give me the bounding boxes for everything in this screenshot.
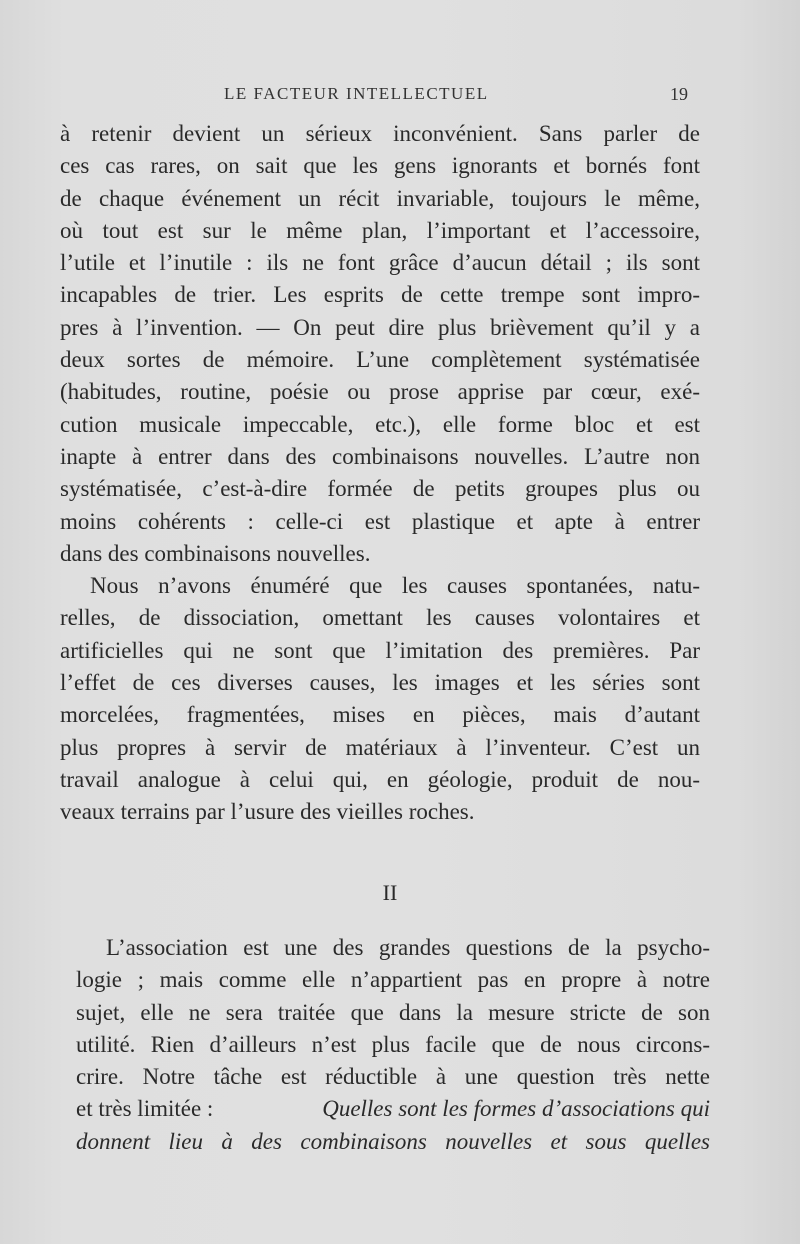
paragraph-2: [60, 570, 700, 828]
text-line: moins cohérents : celle-ci est plastique et apte à entrer: [60, 508, 700, 534]
text-line: (habitudes, routine, poésie ou prose apprise par cœur, exé-: [60, 379, 700, 405]
text-line: sujet, elle ne sera traitée que dans la mesure stricte de son: [76, 999, 710, 1025]
text-line: de chaque événement un récit invariable, toujours le même,: [60, 185, 700, 211]
text-line: où tout est sur le même plan, l’important et l’accessoire,: [60, 217, 700, 243]
text-line: cution musicale impeccable, etc.), elle forme bloc et est: [60, 411, 700, 437]
text-line: inapte à entrer dans des combinaisons nouvelles. L’autre non: [60, 443, 700, 469]
text-line: veaux terrains par l’usure des vieilles roches.: [60, 799, 475, 825]
text-line: utilité. Rien d’ailleurs n’est plus facile que de nous circons-: [76, 1031, 710, 1057]
text-line: relles, de dissociation, omettant les causes volontaires et: [60, 605, 700, 631]
text-roman: et très limitée :: [76, 1096, 214, 1122]
text-line: Nous n’avons énuméré que les causes spontanées, natu-: [90, 573, 700, 599]
text-line: systématisée, c’est-à-dire formée de petits groupes plus ou: [60, 476, 700, 502]
text-line: incapables de trier. Les esprits de cette trempe sont impro-: [60, 282, 700, 308]
text-line: deux sortes de mémoire. L’une complètement systématisée: [60, 347, 700, 373]
body-text-section-2: [76, 932, 710, 1158]
text-line: l’effet de ces diverses causes, les images et les séries sont: [60, 670, 700, 696]
text-line-italic: donnent lieu à des combinaisons nouvelles et sous quelles: [76, 1128, 710, 1154]
running-title: LE FACTEUR INTELLECTUEL: [224, 84, 489, 103]
section-heading: II: [382, 880, 398, 905]
text-line: travail analogue à celui qui, en géologie, produit de nou-: [60, 766, 700, 792]
paragraph-1: [60, 118, 700, 570]
running-head: [60, 84, 688, 108]
text-line: plus propres à servir de matériaux à l’inventeur. C’est un: [60, 734, 700, 760]
text-line: [76, 1093, 710, 1125]
text-line: ces cas rares, on sait que les gens ignorants et bornés font: [60, 153, 700, 179]
text-line: pres à l’invention. — On peut dire plus brièvement qu’il y a: [60, 314, 700, 340]
text-line: logie ; mais comme elle n’appartient pas en propre à notre: [76, 967, 710, 993]
body-text: [60, 118, 700, 829]
page-number: 19: [670, 84, 688, 104]
text-line: artificielles qui ne sont que l’imitation des premières. Par: [60, 637, 700, 663]
text-italic: Quelles sont les formes d’associations qui: [322, 1096, 710, 1122]
text-line: l’utile et l’inutile : ils ne font grâce d’aucun détail ; ils sont: [60, 250, 700, 276]
text-line: dans des combinaisons nouvelles.: [60, 540, 371, 566]
text-line: crire. Notre tâche est réductible à une question très nette: [76, 1064, 710, 1090]
text-line: à retenir devient un sérieux inconvénient. Sans parler de: [60, 121, 700, 146]
text-line: morcelées, fragmentées, mises en pièces, mais d’autant: [60, 702, 700, 728]
text-line: L’association est une des grandes questions de la psycho-: [106, 935, 710, 960]
